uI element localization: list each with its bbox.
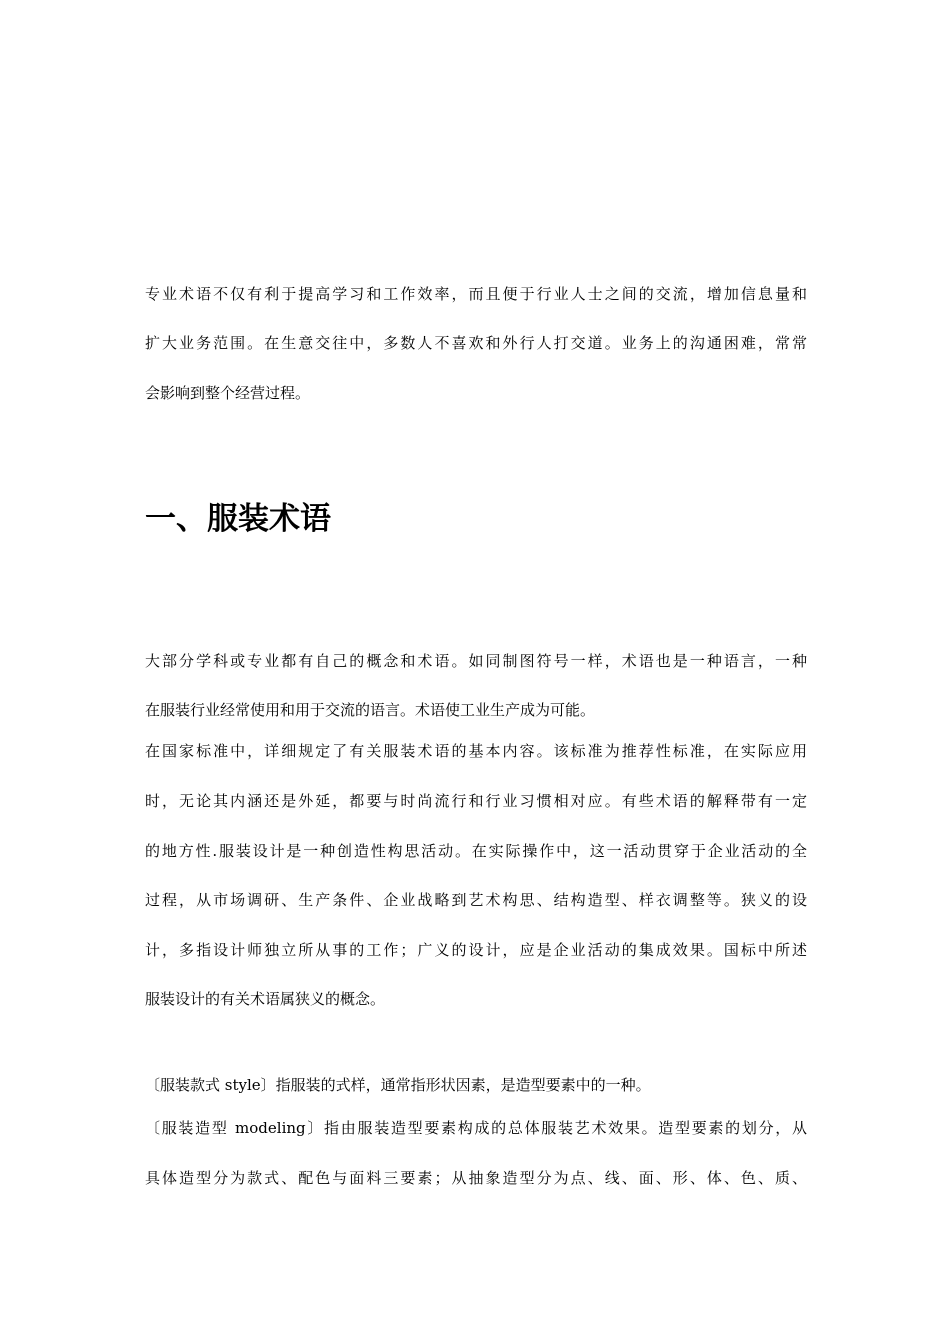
intro-line-1: 专业术语不仅有利于提高学习和工作效率，而且便于行业人士之间的交流，增加信息量和	[145, 285, 807, 303]
paragraph-2-line-4: 过程，从市场调研、生产条件、企业战略到艺术构思、结构造型、样衣调整等。狭义的设	[145, 891, 807, 909]
paragraph-1-line-1: 大部分学科或专业都有自己的概念和术语。如同制图符号一样，术语也是一种语言，一种	[145, 652, 807, 670]
paragraph-2-line-2: 时，无论其内涵还是外延，都要与时尚流行和行业习惯相对应。有些术语的解释带有一定	[145, 792, 807, 810]
paragraph-1-line-2: 在服装行业经常使用和用于交流的语言。术语使工业生产成为可能。	[145, 701, 596, 719]
term-style-line-1: 〔服装款式 style〕指服装的式样，通常指形状因素，是造型要素中的一种。	[145, 1076, 651, 1094]
intro-line-2: 扩大业务范围。在生意交往中，多数人不喜欢和外行人打交道。业务上的沟通困难，常常	[145, 334, 807, 352]
paragraph-2-line-1: 在国家标准中，详细规定了有关服装术语的基本内容。该标准为推荐性标准，在实际应用	[145, 742, 807, 760]
term-modeling-line-2: 具体造型分为款式、配色与面料三要素；从抽象造型分为点、线、面、形、体、色、质、	[145, 1169, 807, 1187]
paragraph-2-line-5: 计，多指设计师独立所从事的工作；广义的设计，应是企业活动的集成效果。国标中所述	[145, 941, 807, 959]
paragraph-2-line-6: 服装设计的有关术语属狭义的概念。	[145, 990, 386, 1008]
intro-line-3: 会影响到整个经营过程。	[145, 384, 311, 402]
term-modeling-line-1: 〔服装造型 modeling〕指由服装造型要素构成的总体服装艺术效果。造型要素的划分，从	[145, 1119, 807, 1137]
section-heading: 一、服装术语	[145, 501, 331, 537]
paragraph-2-line-3: 的地方性.服装设计是一种创造性构思活动。在实际操作中，这一活动贯穿于企业活动的全	[145, 842, 807, 860]
